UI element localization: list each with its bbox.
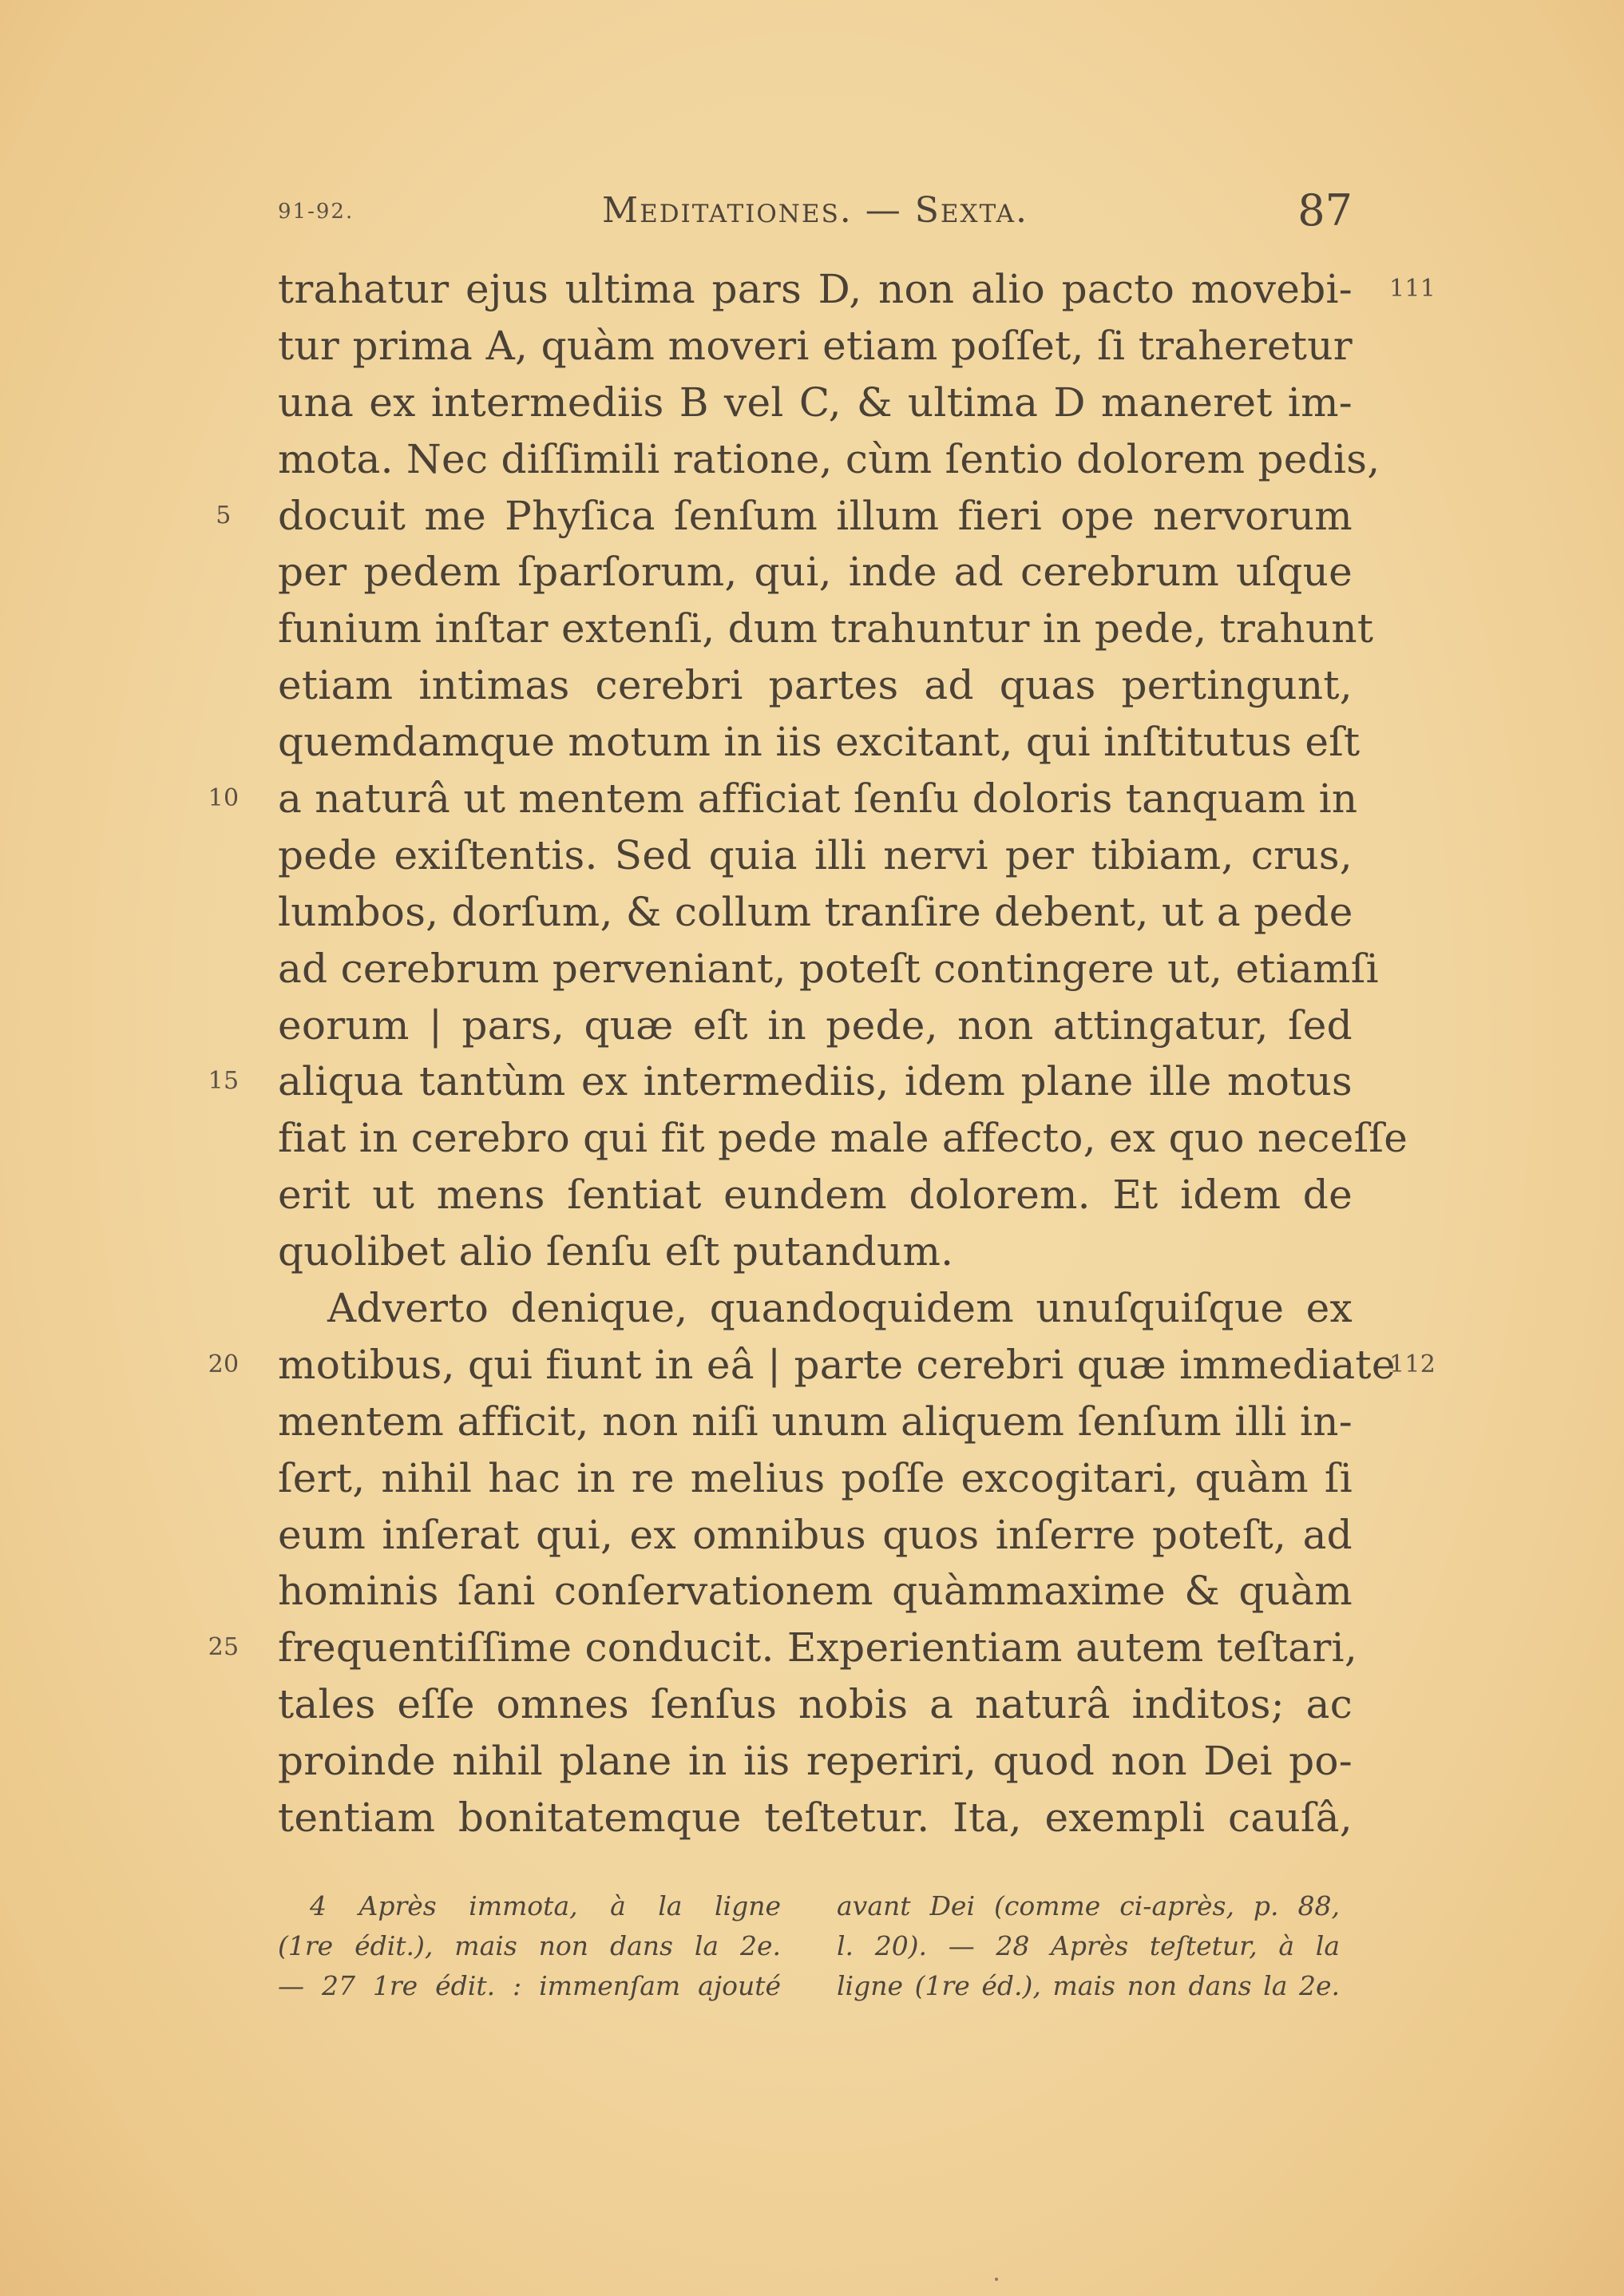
text-line-content: tales eſſe omnes ſenſus nobis a naturâ inditos; ac	[278, 1681, 1353, 1728]
text-line	[278, 1167, 1353, 1223]
text-line-content: funium inſtar extenſi, dum trahuntur in pede, trahunt	[278, 605, 1374, 652]
text-line	[278, 544, 1353, 601]
text-line	[278, 1507, 1353, 1564]
text-line	[278, 1450, 1353, 1507]
text-line	[208, 771, 1358, 827]
text-line	[278, 261, 1436, 318]
page-number: 87	[1297, 185, 1353, 236]
text-line	[278, 714, 1361, 771]
text-line	[208, 1053, 1353, 1110]
text-line-content: tur prima A, quàm moveri etiam poſſet, ſi traheretur	[278, 322, 1353, 369]
text-line	[278, 431, 1380, 488]
line-number: 20	[208, 1350, 240, 1378]
text-line-content: quolibet alio ſenſu eſt putandum.	[278, 1228, 954, 1275]
text-line-content: per pedem ſparſorum, qui, inde ad cerebrum uſque	[278, 549, 1353, 596]
text-line	[278, 827, 1353, 884]
text-line-content: pede exiſtentis. Sed quia illi nervi per tibiam, crus,	[278, 831, 1353, 878]
text-line	[208, 1337, 1436, 1394]
text-line	[278, 941, 1379, 997]
text-line-content: ad cerebrum perveniant, poteſt contingere ut, etiamſi	[278, 945, 1379, 992]
text-line	[278, 1563, 1353, 1620]
text-line-content: frequentiſſime conducit. Experientiam autem teſtari,	[278, 1624, 1358, 1671]
text-line-content: proinde nihil plane in iis reperiri, quod non Dei po-	[278, 1738, 1353, 1785]
line-number: 15	[208, 1067, 240, 1096]
edition-page-number: 111	[1389, 275, 1436, 303]
text-line-content: eum inſerat qui, ex omnibus quos inſerre poteſt, ad	[278, 1511, 1353, 1558]
text-line	[278, 318, 1353, 375]
text-line-content: etiam intimas cerebri partes ad quas pertingunt,	[278, 662, 1353, 709]
text-line-content: motibus, qui fiunt in eâ | parte cerebri quæ immediate	[278, 1341, 1396, 1388]
text-line	[208, 1620, 1358, 1676]
text-line-content: hominis ſani conſervationem quàmmaxime & quàm	[278, 1568, 1353, 1615]
text-line	[278, 1733, 1353, 1790]
text-line-content: docuit me Phyſica ſenſum illum fieri ope nervorum	[278, 492, 1353, 539]
text-line	[278, 1280, 1353, 1337]
text-line	[278, 601, 1374, 657]
text-line-content: fiat in cerebro qui fit pede male affecto, ex quo neceſſe	[278, 1115, 1408, 1162]
edition-page-number: 112	[1389, 1350, 1436, 1378]
text-line-content: Adverto denique, quandoquidem unuſquiſque ex	[327, 1285, 1353, 1332]
footnote-line: avant Dei (comme ci-après, p. 88,	[837, 1890, 1340, 1921]
footnote-line: ligne (1re éd.), mais non dans la 2e.	[837, 1970, 1340, 2001]
footnote-line: (1re édit.), mais non dans la 2e.	[278, 1930, 781, 1961]
text-line	[278, 1223, 1353, 1280]
text-line-content: erit ut mens ſentiat eundem dolorem. Et idem de	[278, 1172, 1353, 1219]
line-number: 5	[216, 501, 232, 529]
text-line-content: una ex intermediis B vel C, & ultima D maneret im-	[278, 379, 1353, 426]
main-text	[208, 261, 1436, 1846]
print-speck	[995, 2278, 998, 2281]
text-line	[216, 488, 1353, 545]
text-line-content: quemdamque motum in iis excitant, qui inſtitutus eſt	[278, 719, 1361, 766]
text-line-content: mota. Nec diſſimili ratione, cùm ſentio dolorem pedis,	[278, 435, 1380, 482]
text-line	[278, 884, 1353, 941]
line-number: 25	[208, 1633, 240, 1662]
header-title: Meditationes. — Sexta.	[602, 190, 1028, 231]
footnote-line: l. 20). — 28 Après teſtetur, à la	[837, 1930, 1340, 1961]
text-line	[278, 1790, 1353, 1846]
text-line-content: tentiam bonitatemque teſtetur. Ita, exempli cauſâ,	[278, 1794, 1353, 1842]
footnote-line: — 27 1re édit. : immenſam ajouté	[278, 1970, 781, 2001]
text-line	[278, 1676, 1353, 1733]
text-line-content: ſert, nihil hac in re melius poſſe excogitari, quàm ſi	[278, 1454, 1353, 1501]
text-line	[278, 997, 1353, 1054]
line-number: 10	[208, 784, 240, 813]
text-line	[278, 375, 1353, 431]
text-line-content: eorum | pars, quæ eſt in pede, non attingatur, ſed	[278, 1001, 1353, 1049]
footnotes-right-column	[837, 1886, 1340, 2006]
text-line-content: mentem afficit, non niſi unum aliquem ſenſum illi in-	[278, 1398, 1353, 1445]
text-line	[278, 1110, 1408, 1167]
text-line	[278, 1394, 1353, 1450]
text-line-content: trahatur ejus ultima pars D, non alio pacto movebi-	[278, 266, 1353, 312]
footnote-line: 4 Après immota, à la ligne	[310, 1890, 781, 1921]
text-line-content: lumbos, dorſum, & collum tranſire debent, ut a pede	[278, 888, 1353, 935]
footnotes-left-column	[278, 1886, 781, 2006]
running-header	[278, 185, 1353, 241]
text-line	[278, 657, 1353, 714]
text-line-content: aliqua tantùm ex intermediis, idem plane ille motus	[278, 1058, 1353, 1105]
header-page-range: 91-92.	[278, 200, 355, 224]
text-line-content: a naturâ ut mentem afficiat ſenſu doloris tanquam in	[278, 775, 1358, 823]
